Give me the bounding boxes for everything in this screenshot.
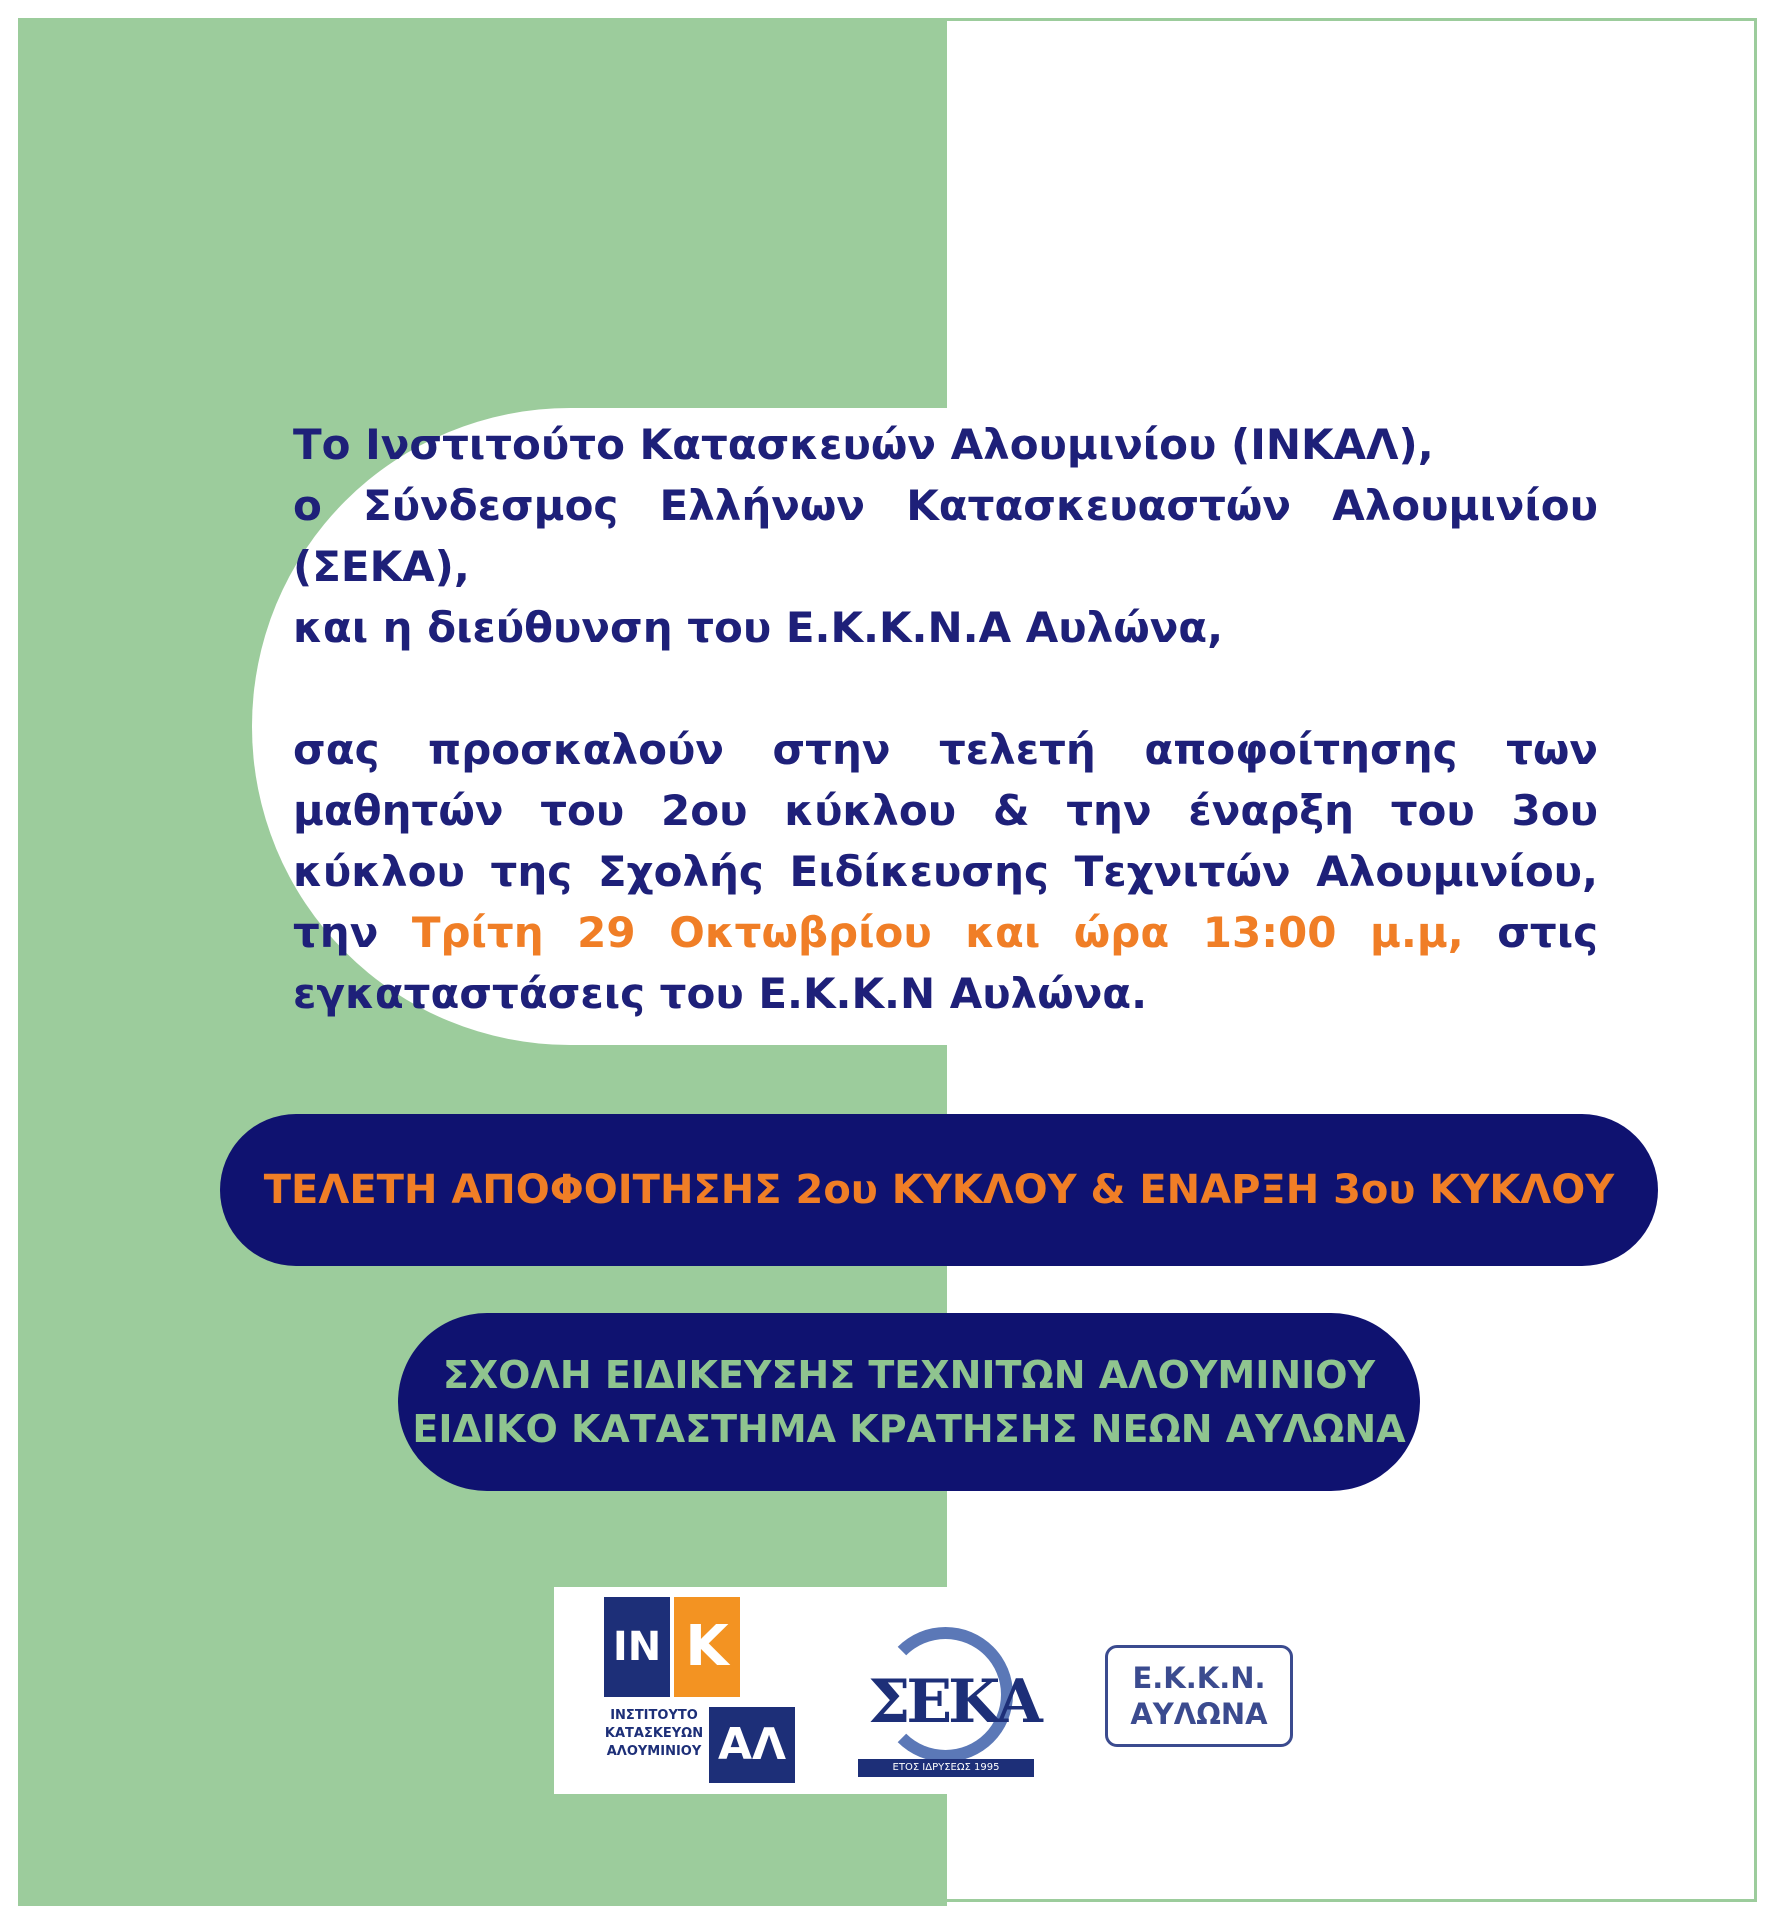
seka-logo-word: ΣΕΚΑ bbox=[868, 1667, 1039, 1737]
paragraph-gap bbox=[293, 658, 1598, 719]
invite-start: σας προσκαλούν στην τελετή αποφοίτησης των μαθητών του 2ου κύκλου & την έναρξη του 3ου κύκλου της Σχολής Ειδίκευσης Τεχνιτών Αλουμινίου, την bbox=[293, 725, 1598, 957]
ekkn-logo-line2: ΑΥΛΩΝΑ bbox=[1130, 1697, 1268, 1731]
school-name-banner bbox=[398, 1313, 1420, 1491]
ekkn-logo-line1: Ε.Κ.Κ.Ν. bbox=[1132, 1661, 1266, 1695]
inkal-logo bbox=[604, 1597, 794, 1787]
intro-line-seka: ο Σύνδεσμος Ελλήνων Κατασκευαστών Αλουμινίου (ΣΕΚΑ), bbox=[293, 481, 1598, 591]
intro-line-inkal: Το Ινστιτούτο Κατασκευών Αλουμινίου (ΙΝΚΑΛ), bbox=[293, 420, 1434, 469]
inkal-logo-text: ΙΝΣΤΙΤΟΥΤΟ ΚΑΤΑΣΚΕΥΩΝ ΑΛΟΥΜΙΝΙΟΥ bbox=[604, 1708, 704, 1759]
seka-logo bbox=[858, 1617, 1038, 1777]
event-title-banner bbox=[220, 1114, 1658, 1266]
invite-end: στις εγκαταστάσεις του Ε.Κ.Κ.Ν Αυλώνα. bbox=[293, 908, 1598, 1018]
invitation-paragraph bbox=[293, 719, 1598, 1024]
school-name-line2: ΕΙΔΙΚΟ ΚΑΤΑΣΤΗΜΑ ΚΡΑΤΗΣΗΣ ΝΕΩΝ ΑΥΛΩΝΑ bbox=[412, 1407, 1406, 1451]
inkal-logo-k: K bbox=[674, 1597, 740, 1697]
school-name-line1: ΣΧΟΛΗ ΕΙΔΙΚΕΥΣΗΣ ΤΕΧΝΙΤΩΝ ΑΛΟΥΜΙΝΙΟΥ bbox=[442, 1353, 1376, 1397]
logos-strip bbox=[554, 1587, 1294, 1794]
inkal-logo-al: ΑΛ bbox=[709, 1707, 795, 1783]
invitation-text bbox=[293, 414, 1598, 1024]
event-title-text: ΤΕΛΕΤΗ ΑΠΟΦΟΙΤΗΣΗΣ 2ου ΚΥΚΛΟΥ & ΕΝΑΡΞΗ 3ου ΚΥΚΛΟΥ bbox=[263, 1167, 1615, 1213]
seka-logo-bar: ΕΤΟΣ ΙΔΡΥΣΕΩΣ 1995 bbox=[858, 1759, 1034, 1777]
intro-line-ekkna: και η διεύθυνση του Ε.Κ.Κ.Ν.Α Αυλώνα, bbox=[293, 603, 1224, 652]
inkal-logo-in: IN bbox=[604, 1597, 670, 1697]
event-date-time: Τρίτη 29 Οκτωβρίου και ώρα 13:00 μ.μ, bbox=[411, 908, 1464, 957]
ekkn-avlona-logo bbox=[1105, 1645, 1293, 1747]
